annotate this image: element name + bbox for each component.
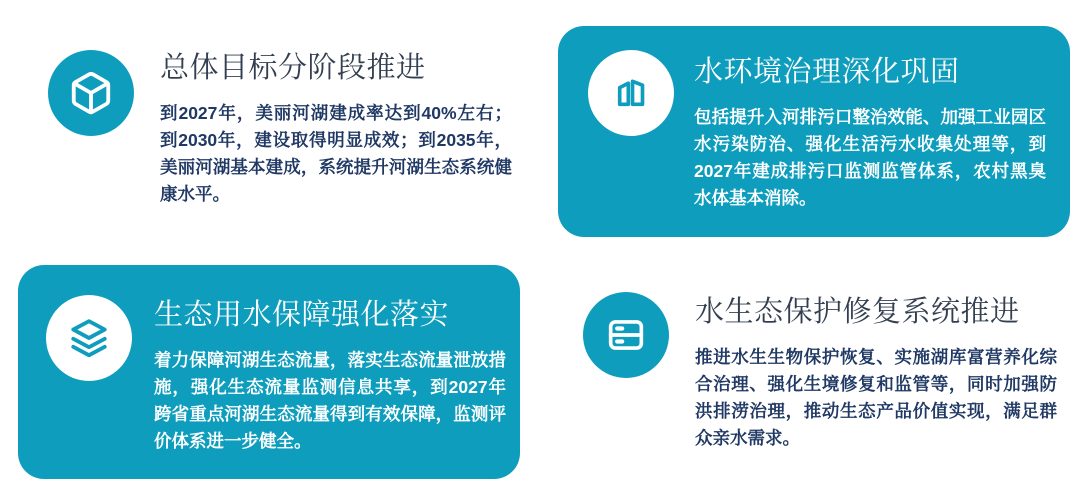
card-title: 水生态保护修复系统推进 bbox=[695, 296, 1020, 328]
layers-icon-circle bbox=[46, 295, 132, 381]
building-panels-icon-circle bbox=[588, 50, 674, 136]
card-title: 水环境治理深化巩固 bbox=[694, 56, 960, 88]
card-water-environment-governance bbox=[558, 26, 1070, 237]
card-text-column bbox=[154, 297, 506, 455]
card-aquatic-ecosystem-restoration bbox=[583, 292, 1063, 452]
cube-icon bbox=[68, 70, 114, 116]
card-title: 总体目标分阶段推进 bbox=[160, 52, 426, 84]
card-text-column bbox=[694, 54, 1046, 212]
card-title: 生态用水保障强化落实 bbox=[154, 299, 450, 331]
building-panels-icon bbox=[608, 70, 654, 116]
cube-icon-circle bbox=[48, 50, 134, 136]
layers-icon bbox=[66, 315, 112, 361]
card-overall-goals bbox=[48, 50, 542, 208]
drawer-icon bbox=[603, 312, 649, 358]
card-body: 推进水生生物保护恢复、实施湖库富营养化综合治理、强化生境修复和监管等，同时加强防洪排涝治理，推动生态产品价值实现，满足群众亲水需求。 bbox=[695, 347, 1057, 449]
card-ecological-water-guarantee bbox=[18, 265, 520, 479]
card-body: 包括提升入河排污口整治效能、加强工业园区水污染防治、强化生活污水收集处理等，到2027年建成排污口监测监管体系，农村黑臭水体基本消除。 bbox=[694, 107, 1046, 209]
card-text-column bbox=[695, 294, 1057, 452]
card-body: 着力保障河湖生态流量，落实生态流量泄放措施，强化生态流量监测信息共享，到2027年跨省重点河湖生态流量得到有效保障，监测评价体系进一步健全。 bbox=[154, 350, 506, 452]
card-text-column bbox=[160, 50, 512, 208]
drawer-icon-circle bbox=[583, 292, 669, 378]
card-body: 到2027年，美丽河湖建成率达到40%左右；到2030年，建设取得明显成效；到2035年，美丽河湖基本建成，系统提升河湖生态系统健康水平。 bbox=[160, 103, 512, 205]
